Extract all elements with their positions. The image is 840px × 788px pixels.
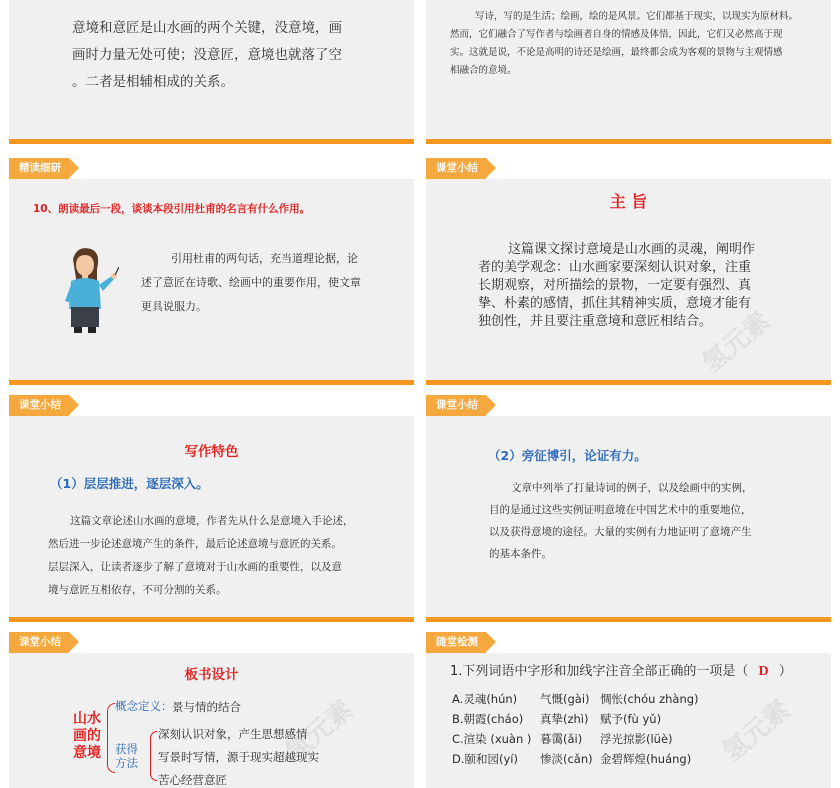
slide-5 <box>9 394 414 622</box>
slide-1-text <box>72 15 342 96</box>
option-term: C.渲染 (xuàn ) <box>452 732 532 746</box>
slide-bottom-bar <box>426 380 831 385</box>
text-line: 者的美学观念：山水画家要深刻认识对象，注重 <box>478 260 752 275</box>
text-line: 。二者是相辅相成的关系。 <box>72 74 234 90</box>
text-line: 相融合的意境。 <box>450 65 517 76</box>
option-term: D.颐和园(yí) <box>452 752 518 766</box>
slide-7 <box>9 631 414 788</box>
watermark: 氢元素 <box>717 694 797 768</box>
main-topic-line: 意境 <box>73 745 101 761</box>
teacher-illustration <box>57 245 119 335</box>
slide-6-text <box>489 477 753 565</box>
quiz-question <box>450 660 792 680</box>
text-line: 写诗，写的是生活；绘画，绘的是风景。它们都基于现实，以现实为原材料。 <box>475 11 799 22</box>
slide-bottom-bar <box>9 380 414 385</box>
text-line: 的基本条件。 <box>489 548 552 560</box>
text-line: 然而，它们融合了写作者与绘画者自身的情感及体悟，因此，它们又必然高于现 <box>450 29 783 40</box>
quiz-question-end: ） <box>778 664 792 679</box>
method-label-line: 方法 <box>115 756 138 770</box>
slide-2 <box>426 0 831 144</box>
option-term: 惆怅(chóu zhàng) <box>600 692 699 706</box>
slide-2-text <box>450 8 798 80</box>
board-main-topic <box>71 711 103 762</box>
method-item: 深刻认识对象，产生思想感情 <box>158 727 308 741</box>
slide-8 <box>426 631 831 788</box>
option-term: 浮光掠影(lüè) <box>600 732 673 746</box>
slide-title: 板书设计 <box>184 667 239 683</box>
slide-5-text <box>48 510 354 602</box>
option-term: 真挚(zhì) <box>540 712 589 726</box>
method-label-line: 获得 <box>115 742 138 756</box>
board-brace-main <box>107 703 115 773</box>
text-line: 画时力量无处可使；没意匠，意境也就落了空 <box>72 47 342 63</box>
text-line: 挚、朴素的感情，抓住其精神实质，意境才能有 <box>478 296 752 311</box>
slide-6 <box>426 394 831 622</box>
section-tag: 精读细研 <box>9 158 69 179</box>
text-line: 长期观察，对所描绘的景物，一定要有强烈、真 <box>478 278 752 293</box>
section-tag: 课堂小结 <box>426 158 486 179</box>
text-line: 这篇课文探讨意境是山水画的灵魂，阐明作 <box>508 242 756 257</box>
concept-text: 景与情的结合 <box>172 700 241 714</box>
text-line: 引用杜甫的两句话，充当道理论据，论 <box>171 252 358 265</box>
slide-3 <box>9 157 414 385</box>
option-term: 惨淡(cǎn) <box>540 752 593 766</box>
main-topic-line: 画的 <box>73 728 101 744</box>
text-line: 然后进一步论述意境产生的条件，最后论述意境与意匠的关系。 <box>48 538 342 550</box>
text-line: 这篇文章论述山水画的意境，作者先从什么是意境入手论述， <box>70 515 354 527</box>
text-line: 境与意匠互相依存，不可分割的关系。 <box>48 584 227 596</box>
section-tag: 课堂小结 <box>426 395 486 416</box>
text-line: 目的是通过这些实例证明意境在中国艺术中的重要地位， <box>489 504 752 516</box>
section-tag: 课堂小结 <box>9 395 69 416</box>
question-text: 10、朗读最后一段，谈谈本段引用杜甫的名言有什么作用。 <box>33 203 311 215</box>
quiz-question-text: 1.下列词语中字形和加线字注音全部正确的一项是（ <box>450 664 749 679</box>
slide-1 <box>9 0 414 144</box>
text-line: 实。这就是说，不论是高明的诗还是绘画，最终都会成为客观的景物与主观情感 <box>450 47 783 58</box>
slide-title: 主 旨 <box>609 192 648 211</box>
slide-title: 写作特色 <box>184 444 239 460</box>
slide-bottom-bar <box>426 617 831 622</box>
slide-subtitle: （2）旁征博引，论证有力。 <box>488 448 647 463</box>
watermark: 氢元素 <box>280 694 360 768</box>
text-line: 文章中列举了打量诗词的例子，以及绘画中的实例， <box>511 482 753 494</box>
board-brace-methods <box>150 731 157 781</box>
option-term: 金碧辉煌(huáng) <box>600 752 692 766</box>
section-tag: 课堂小结 <box>9 632 69 653</box>
main-topic-line: 山水 <box>73 711 101 727</box>
slide-bottom-bar <box>9 617 414 622</box>
quiz-option-b <box>452 711 661 727</box>
quiz-option-c <box>452 731 673 747</box>
quiz-option-d <box>452 751 691 767</box>
text-line: 更具说服力。 <box>141 300 207 313</box>
section-tag: 随堂检测 <box>426 632 486 653</box>
option-term: B.朝霞(cháo) <box>452 712 524 726</box>
method-label <box>115 742 138 770</box>
text-line: 述了意匠在诗歌、绘画中的重要作用，使文章 <box>141 276 361 289</box>
text-line: 独创性，并且要注重意境和意匠相结合。 <box>478 314 713 329</box>
slide-subtitle: （1）层层推进，逐层深入。 <box>50 476 209 491</box>
option-term: 气慨(gài) <box>540 692 590 706</box>
watermark: 氢元素 <box>697 305 777 379</box>
text-line: 意境和意匠是山水画的两个关键，没意境，画 <box>72 20 342 36</box>
quiz-option-a <box>452 691 699 707</box>
method-item: 苦心经营意匠 <box>158 773 227 787</box>
option-term: 赋予(fù yǔ) <box>600 712 662 726</box>
option-term: A.灵魂(hún) <box>452 692 518 706</box>
quiz-answer: D <box>758 664 769 679</box>
slide-4 <box>426 157 831 385</box>
slide-bottom-bar <box>426 139 831 144</box>
slide-bottom-bar <box>9 139 414 144</box>
option-term: 暮霭(ǎi) <box>540 732 583 746</box>
concept-label: 概念定义： <box>115 699 173 713</box>
slide-3-text <box>141 247 361 319</box>
text-line: 以及获得意境的途径。大量的实例有力地证明了意境产生 <box>489 526 752 538</box>
text-line: 层层深入，让读者逐步了解了意境对于山水画的重要性，以及意 <box>48 561 342 573</box>
slide-4-text <box>478 241 755 331</box>
method-item: 写景时写情，源于现实超越现实 <box>158 750 319 764</box>
